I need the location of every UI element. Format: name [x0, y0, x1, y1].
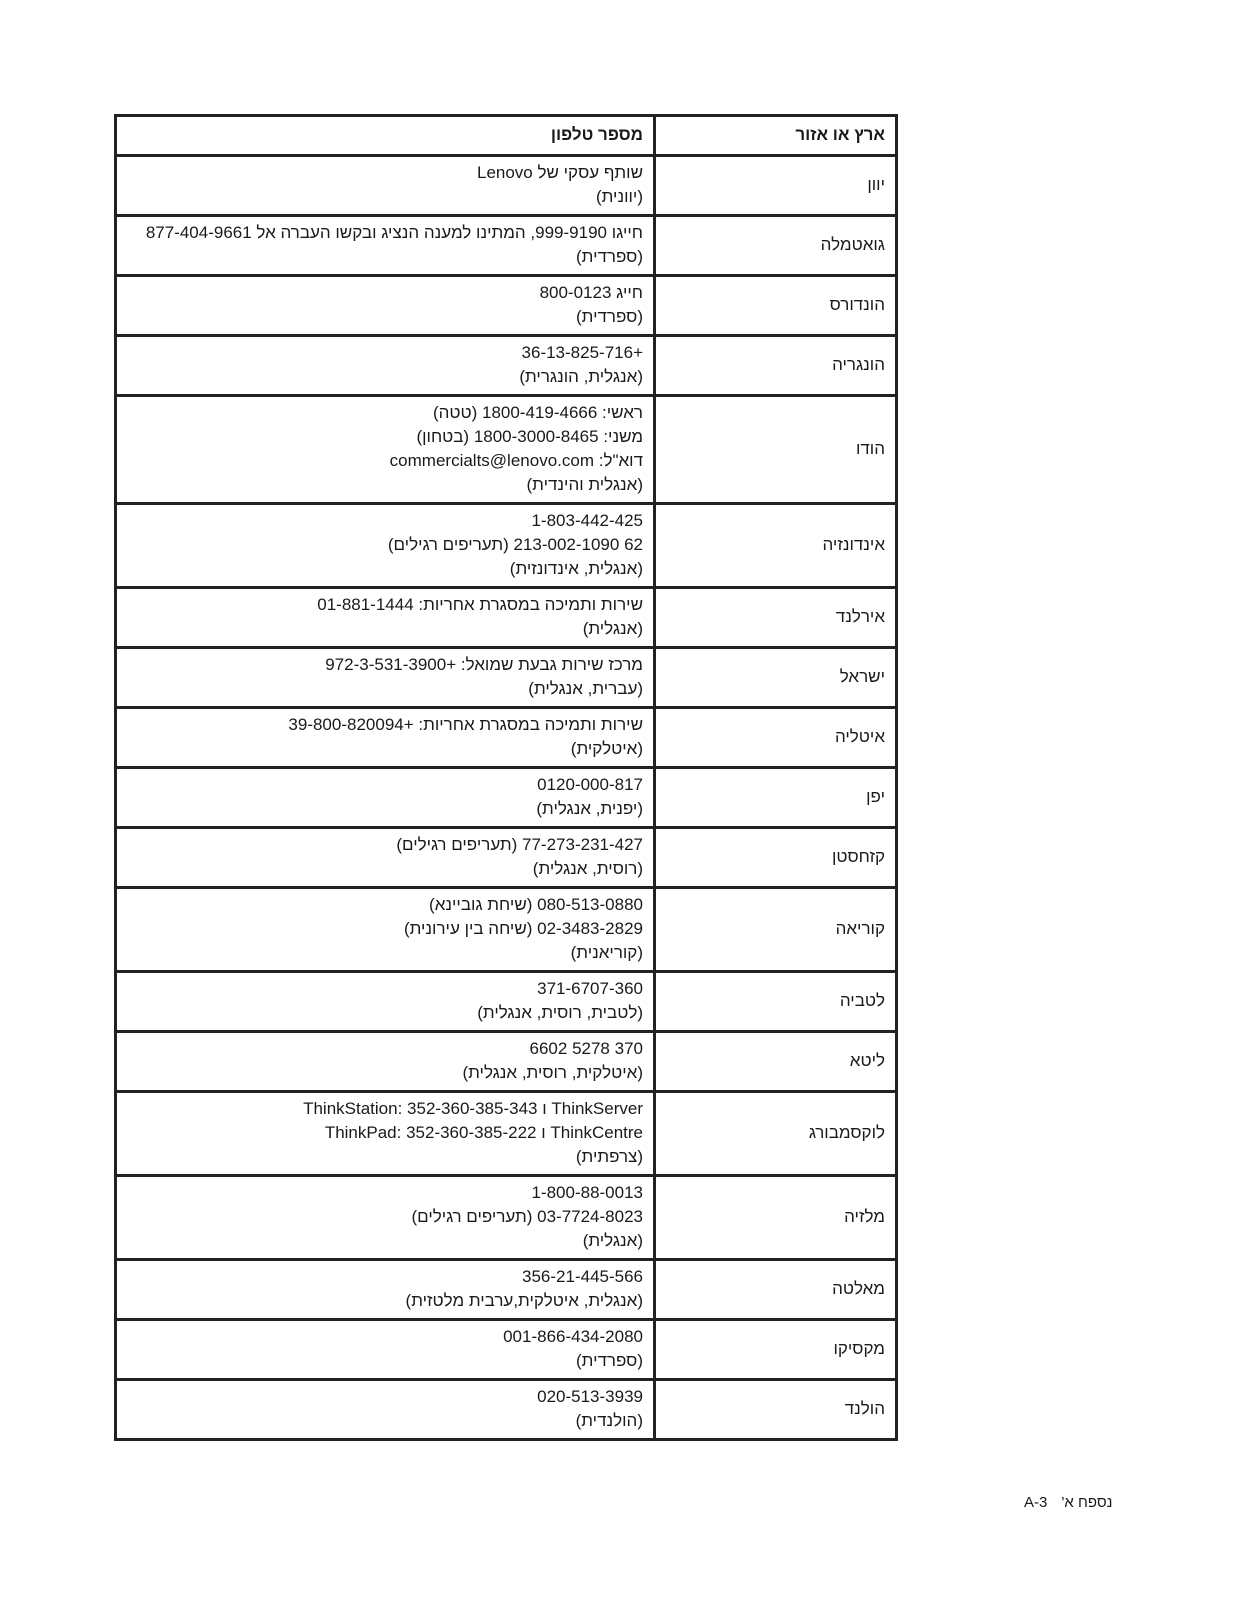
phone-cell: [116, 828, 655, 888]
phone-cell: [116, 336, 655, 396]
phone-line: +36-13-825-716: [521, 343, 643, 362]
table-row: [116, 1380, 897, 1440]
country-cell: הולנד: [655, 1380, 897, 1440]
phone-line: 1-800-88-0013: [531, 1183, 643, 1202]
phone-line: (אנגלית): [582, 619, 643, 638]
table-row: [116, 156, 897, 216]
country-cell: יוון: [655, 156, 897, 216]
phone-line: (ספרדית): [576, 247, 643, 266]
table-row: [116, 972, 897, 1032]
phone-line: 356-21-445-566: [522, 1267, 643, 1286]
table-row: [116, 396, 897, 504]
phone-line: (רוסית, אנגלית): [532, 859, 643, 878]
page-footer: [1024, 1494, 1113, 1511]
country-cell: קוריאה: [655, 888, 897, 972]
country-cell: הונגריה: [655, 336, 897, 396]
phone-support-table: [114, 114, 898, 1441]
table-header-row: [116, 116, 897, 156]
phone-line: 080-513-0880 (שיחת גוביינא): [429, 895, 643, 914]
country-cell: יפן: [655, 768, 897, 828]
phone-cell: [116, 1092, 655, 1176]
country-cell: הודו: [655, 396, 897, 504]
phone-cell: [116, 156, 655, 216]
phone-line: שותף עסקי של Lenovo: [476, 163, 643, 182]
phone-line: 370 5278 6602: [529, 1039, 643, 1058]
table-row: [116, 648, 897, 708]
country-cell: אירלנד: [655, 588, 897, 648]
phone-cell: [116, 888, 655, 972]
phone-line: (איטלקית): [570, 739, 643, 758]
phone-line: 03-7724-8023 (תעריפים רגילים): [411, 1207, 643, 1226]
phone-line: חייגו 999-9190, המתינו למענה הנציג ובקשו העברה אל 877-404-9661: [145, 223, 643, 242]
phone-cell: [116, 504, 655, 588]
phone-line: 0120-000-817: [537, 775, 643, 794]
phone-line: (אנגלית, אינדונזית): [509, 559, 643, 578]
phone-line: (לטבית, רוסית, אנגלית): [477, 1003, 643, 1022]
country-cell: לטביה: [655, 972, 897, 1032]
phone-cell: [116, 1260, 655, 1320]
phone-line: ראשי: 1800-419-4666 (טטה): [432, 403, 643, 422]
phone-cell: [116, 1380, 655, 1440]
country-cell: ליטא: [655, 1032, 897, 1092]
phone-line: (אנגלית והינדית): [526, 475, 643, 494]
phone-line: (צרפתית): [575, 1147, 643, 1166]
phone-line: (יפנית, אנגלית): [536, 799, 643, 818]
table-row: [116, 888, 897, 972]
phone-line: (אנגלית, איטלקית,ערבית מלטזית): [405, 1291, 643, 1310]
phone-line: 001-866-434-2080: [503, 1327, 643, 1346]
phone-line: דוא"ל: commercialts@lenovo.com: [389, 451, 643, 470]
table-row: [116, 1260, 897, 1320]
phone-cell: [116, 1032, 655, 1092]
country-cell: קזחסטן: [655, 828, 897, 888]
country-cell: מלזיה: [655, 1176, 897, 1260]
phone-line: שירות ותמיכה במסגרת אחריות: +39-800-820094: [288, 715, 643, 734]
phone-line: שירות ותמיכה במסגרת אחריות: 01-881-1444: [317, 595, 643, 614]
phone-line: 371-6707-360: [537, 979, 643, 998]
table-body: [116, 156, 897, 1440]
table-row: [116, 588, 897, 648]
phone-line: 02-3483-2829 (שיחה בין עירונית): [403, 919, 643, 938]
phone-line: 1-803-442-425: [531, 511, 643, 530]
phone-line: (אנגלית): [582, 1231, 643, 1250]
table-row: [116, 1176, 897, 1260]
phone-line: מרכז שירות גבעת שמואל: +972-3-531-3900: [325, 655, 643, 674]
country-cell: לוקסמבורג: [655, 1092, 897, 1176]
phone-cell: [116, 1176, 655, 1260]
phone-line: (קוריאנית): [570, 943, 643, 962]
phone-cell: [116, 768, 655, 828]
country-cell: אינדונזיה: [655, 504, 897, 588]
phone-line: 77-273-231-427 (תעריפים רגילים): [396, 835, 643, 854]
phone-line: (ספרדית): [576, 307, 643, 326]
phone-cell: [116, 216, 655, 276]
phone-cell: [116, 972, 655, 1032]
phone-line: ThinkServer ו ThinkStation: 352-360-385-343: [303, 1099, 643, 1118]
table-row: [116, 1032, 897, 1092]
country-cell: ישראל: [655, 648, 897, 708]
phone-cell: [116, 396, 655, 504]
phone-cell: [116, 708, 655, 768]
country-column-header: ארץ או אזור: [655, 116, 897, 156]
phone-cell: [116, 588, 655, 648]
phone-column-header: מספר טלפון: [116, 116, 655, 156]
phone-support-table-container: [114, 114, 898, 1441]
table-row: [116, 1320, 897, 1380]
phone-line: ThinkCentre ו ThinkPad: 352-360-385-222: [324, 1123, 643, 1142]
phone-line: (ספרדית): [576, 1351, 643, 1370]
phone-line: 62 213-002-1090 (תעריפים רגילים): [387, 535, 643, 554]
footer-page-number: A-3: [1024, 1494, 1048, 1511]
phone-line: משני: 1800-3000-8465 (בטחון): [416, 427, 643, 446]
phone-line: (הולנדית): [575, 1411, 643, 1430]
footer-section-label: נספח א': [1061, 1494, 1113, 1511]
phone-line: 020-513-3939: [537, 1387, 643, 1406]
phone-line: (עברית, אנגלית): [528, 679, 643, 698]
table-row: [116, 768, 897, 828]
table-row: [116, 216, 897, 276]
table-row: [116, 708, 897, 768]
country-cell: איטליה: [655, 708, 897, 768]
country-cell: מקסיקו: [655, 1320, 897, 1380]
country-cell: הונדורס: [655, 276, 897, 336]
phone-cell: [116, 1320, 655, 1380]
phone-line: (איטלקית, רוסית, אנגלית): [462, 1063, 643, 1082]
phone-cell: [116, 648, 655, 708]
table-row: [116, 504, 897, 588]
country-cell: מאלטה: [655, 1260, 897, 1320]
phone-line: (אנגלית, הונגרית): [519, 367, 643, 386]
table-row: [116, 1092, 897, 1176]
table-row: [116, 828, 897, 888]
phone-line: חייג 800-0123: [539, 283, 643, 302]
table-row: [116, 276, 897, 336]
phone-cell: [116, 276, 655, 336]
phone-line: (יוונית): [595, 187, 643, 206]
country-cell: גואטמלה: [655, 216, 897, 276]
table-row: [116, 336, 897, 396]
